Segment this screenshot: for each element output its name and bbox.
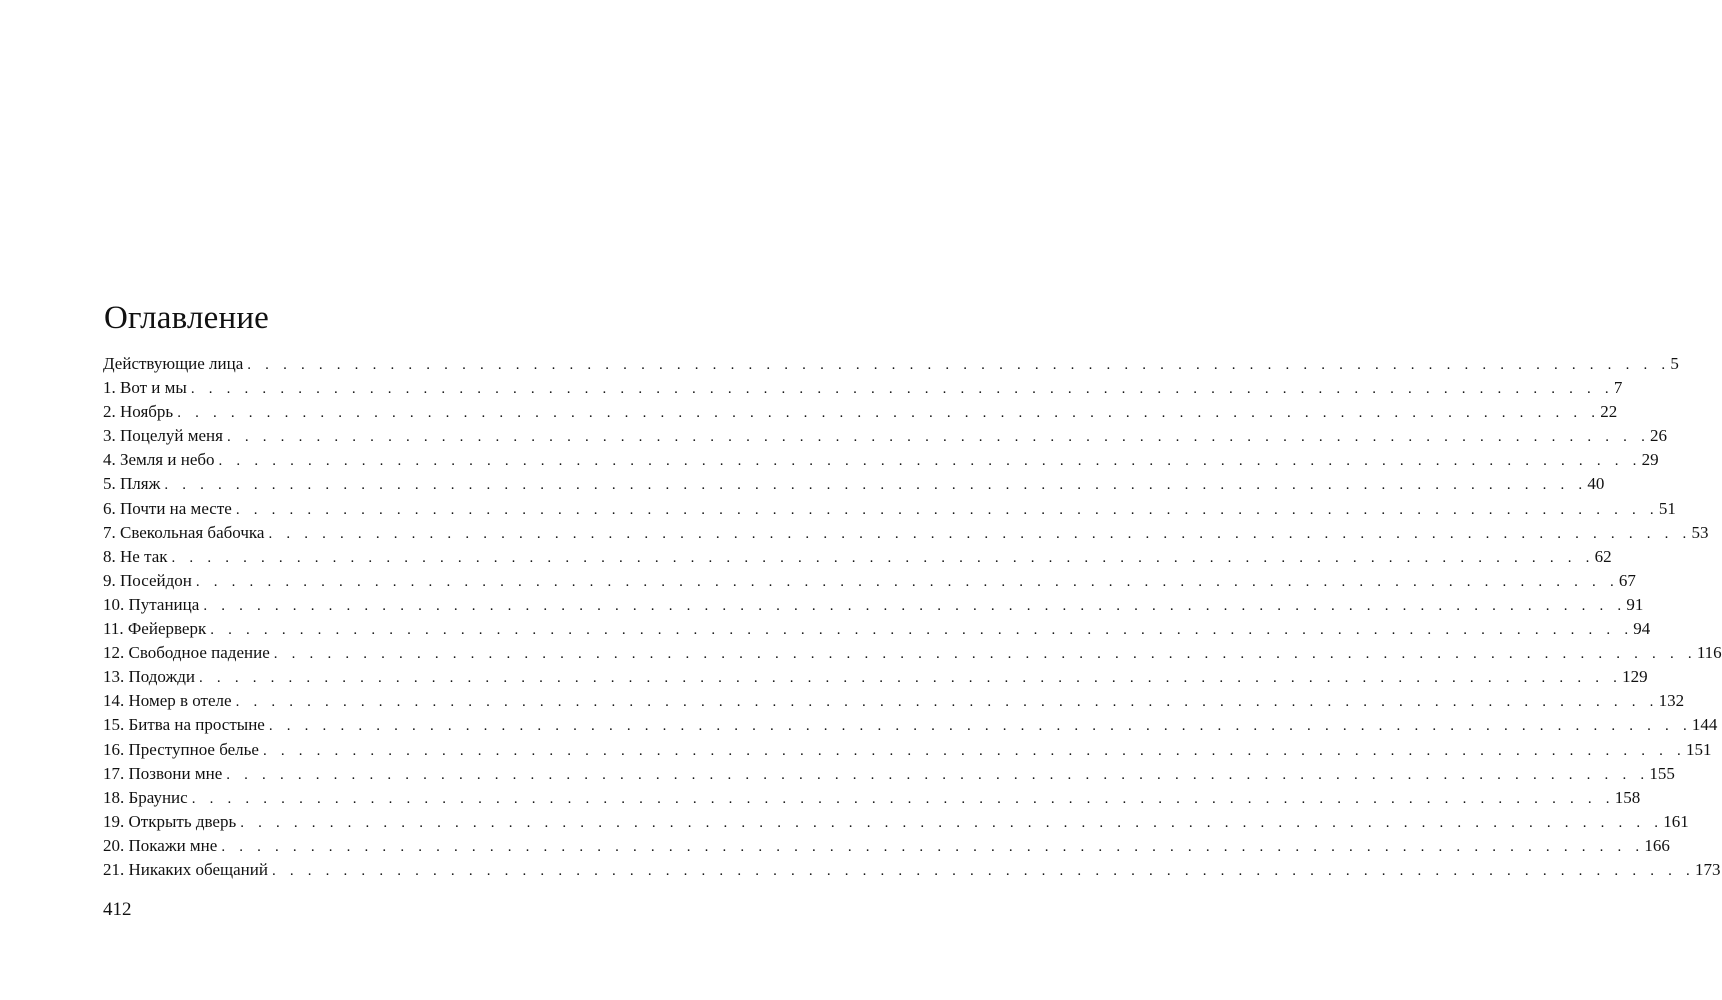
toc-entry-page: 132 <box>1658 691 1685 711</box>
toc-entry <box>103 425 1668 449</box>
toc-entry-label: 4. Земля и небо <box>103 450 215 470</box>
toc-entry-label: 9. Посейдон <box>103 570 192 590</box>
toc-entry <box>103 642 1722 666</box>
toc-entry <box>103 449 1659 473</box>
toc-dot-leader: . . . . . . . . . . . . . . . . . . . . . . . . . . . . . . . . . . . . . . . . . . . . . . . . . . . . . . . . . . . . . . . . . . . . . . . . . . . . . . . . <box>177 405 1601 422</box>
toc-entry <box>103 498 1676 522</box>
toc-entry-label: 18. Браунис <box>103 787 188 807</box>
toc-entry-label: 7. Свекольная бабочка <box>103 522 265 542</box>
toc-entry-label: 13. Подожди <box>103 667 196 687</box>
toc-entry <box>103 714 1718 738</box>
toc-entry-page: 151 <box>1686 739 1712 759</box>
toc-dot-leader: . . . . . . . . . . . . . . . . . . . . . . . . . . . . . . . . . . . . . . . . . . . . . . . . . . . . . . . . . . . . . . . . . . . . . . . . . . . . . . . . <box>203 597 1627 614</box>
toc-list <box>103 353 1722 883</box>
toc-entry-page: 155 <box>1649 763 1675 783</box>
toc-dot-leader: . . . . . . . . . . . . . . . . . . . . . . . . . . . . . . . . . . . . . . . . . . . . . . . . . . . . . . . . . . . . . . . . . . . . . . . . . . . . . . . . <box>235 501 1659 518</box>
toc-entry-page: 51 <box>1658 498 1676 518</box>
toc-entry-page: 129 <box>1622 667 1648 687</box>
toc-entry-page: 94 <box>1633 619 1651 639</box>
toc-entry-page: 116 <box>1696 643 1722 663</box>
toc-entry <box>103 859 1721 883</box>
toc-entry <box>103 739 1712 763</box>
toc-entry <box>103 835 1670 859</box>
page-number: 412 <box>103 899 132 920</box>
toc-entry-page: 62 <box>1594 546 1612 566</box>
toc-entry <box>103 377 1623 401</box>
toc-entry-label: 17. Позвони мне <box>103 763 223 783</box>
toc-entry-page: 7 <box>1613 378 1623 398</box>
toc-entry-page: 53 <box>1691 522 1709 542</box>
toc-dot-leader: . . . . . . . . . . . . . . . . . . . . . . . . . . . . . . . . . . . . . . . . . . . . . . . . . . . . . . . . . . . . . . . . . . . . . . . . . . . . . . . . <box>235 694 1659 711</box>
toc-dot-leader: . . . . . . . . . . . . . . . . . . . . . . . . . . . . . . . . . . . . . . . . . . . . . . . . . . . . . . . . . . . . . . . . . . . . . . . . . . . . . . . . <box>210 622 1634 639</box>
toc-dot-leader: . . . . . . . . . . . . . . . . . . . . . . . . . . . . . . . . . . . . . . . . . . . . . . . . . . . . . . . . . . . . . . . . . . . . . . . . . . . . . . . . <box>226 766 1650 783</box>
toc-entry-page: 40 <box>1587 474 1605 494</box>
toc-dot-leader: . . . . . . . . . . . . . . . . . . . . . . . . . . . . . . . . . . . . . . . . . . . . . . . . . . . . . . . . . . . . . . . . . . . . . . . . . . . . . . . . <box>268 525 1692 542</box>
toc-dot-leader: . . . . . . . . . . . . . . . . . . . . . . . . . . . . . . . . . . . . . . . . . . . . . . . . . . . . . . . . . . . . . . . . . . . . . . . . . . . . . . . . <box>190 381 1614 398</box>
toc-entry <box>103 763 1675 787</box>
toc-entry-page: 158 <box>1614 787 1641 807</box>
toc-entry <box>103 570 1636 594</box>
toc-entry-label: Действующие лица <box>103 354 244 373</box>
toc-entry-page: 173 <box>1695 859 1721 879</box>
toc-entry-page: 91 <box>1626 594 1644 614</box>
toc-entry <box>103 594 1644 618</box>
toc-dot-leader: . . . . . . . . . . . . . . . . . . . . . . . . . . . . . . . . . . . . . . . . . . . . . . . . . . . . . . . . . . . . . . . . . . . . . . . . . . . . . . . . <box>226 429 1651 446</box>
toc-dot-leader: . . . . . . . . . . . . . . . . . . . . . . . . . . . . . . . . . . . . . . . . . . . . . . . . . . . . . . . . . . . . . . . . . . . . . . . . . . . . . . . . <box>271 862 1695 879</box>
toc-entry-label: 12. Свободное падение <box>103 643 270 663</box>
toc-dot-leader: . . . . . . . . . . . . . . . . . . . . . . . . . . . . . . . . . . . . . . . . . . . . . . . . . . . . . . . . . . . . . . . . . . . . . . . . . . . . . . . . <box>164 477 1588 494</box>
toc-entry-label: 10. Путаница <box>103 594 200 614</box>
toc-entry-page: 22 <box>1600 402 1618 422</box>
toc-title: Оглавление <box>104 300 270 336</box>
toc-entry-label: 21. Никаких обещаний <box>103 859 268 879</box>
toc-dot-leader: . . . . . . . . . . . . . . . . . . . . . . . . . . . . . . . . . . . . . . . . . . . . . . . . . . . . . . . . . . . . . . . . . . . . . . . . . . . . . . . . <box>218 453 1642 470</box>
toc-entry <box>103 811 1689 835</box>
toc-dot-leader: . . . . . . . . . . . . . . . . . . . . . . . . . . . . . . . . . . . . . . . . . . . . . . . . . . . . . . . . . . . . . . . . . . . . . . . . . . . . . . . . <box>247 357 1671 373</box>
toc-dot-leader: . . . . . . . . . . . . . . . . . . . . . . . . . . . . . . . . . . . . . . . . . . . . . . . . . . . . . . . . . . . . . . . . . . . . . . . . . . . . . . . . <box>268 718 1692 735</box>
toc-entry <box>103 690 1685 714</box>
toc-entry-page: 26 <box>1650 426 1668 446</box>
toc-entry-page: 67 <box>1618 570 1636 590</box>
toc-dot-leader: . . . . . . . . . . . . . . . . . . . . . . . . . . . . . . . . . . . . . . . . . . . . . . . . . . . . . . . . . . . . . . . . . . . . . . . . . . . . . . . . <box>221 838 1645 855</box>
toc-entry-label: 15. Битва на простыне <box>103 715 265 735</box>
toc-entry-label: 6. Почти на месте <box>103 498 232 518</box>
toc-entry-label: 3. Поцелуй меня <box>103 426 223 446</box>
toc-dot-leader: . . . . . . . . . . . . . . . . . . . . . . . . . . . . . . . . . . . . . . . . . . . . . . . . . . . . . . . . . . . . . . . . . . . . . . . . . . . . . . . . <box>191 790 1615 807</box>
toc-entry-page: 5 <box>1670 354 1679 373</box>
toc-entry <box>103 787 1641 811</box>
toc-dot-leader: . . . . . . . . . . . . . . . . . . . . . . . . . . . . . . . . . . . . . . . . . . . . . . . . . . . . . . . . . . . . . . . . . . . . . . . . . . . . . . . . <box>240 814 1664 831</box>
toc-entry <box>103 666 1648 690</box>
toc-dot-leader: . . . . . . . . . . . . . . . . . . . . . . . . . . . . . . . . . . . . . . . . . . . . . . . . . . . . . . . . . . . . . . . . . . . . . . . . . . . . . . . . <box>171 549 1595 566</box>
toc-entry-label: 19. Открыть дверь <box>103 811 237 831</box>
toc-entry-label: 16. Преступное белье <box>103 739 259 759</box>
toc-entry-page: 29 <box>1641 450 1659 470</box>
toc-dot-leader: . . . . . . . . . . . . . . . . . . . . . . . . . . . . . . . . . . . . . . . . . . . . . . . . . . . . . . . . . . . . . . . . . . . . . . . . . . . . . . . . <box>195 573 1619 590</box>
toc-entry-label: 2. Ноябрь <box>103 402 174 422</box>
toc-dot-leader: . . . . . . . . . . . . . . . . . . . . . . . . . . . . . . . . . . . . . . . . . . . . . . . . . . . . . . . . . . . . . . . . . . . . . . . . . . . . . . . . <box>262 742 1687 759</box>
toc-dot-leader: . . . . . . . . . . . . . . . . . . . . . . . . . . . . . . . . . . . . . . . . . . . . . . . . . . . . . . . . . . . . . . . . . . . . . . . . . . . . . . . . <box>199 670 1623 687</box>
toc-entry-label: 11. Фейерверк <box>103 619 207 639</box>
toc-entry <box>103 546 1612 570</box>
toc-entry <box>103 618 1651 642</box>
toc-entry-page: 144 <box>1691 715 1718 735</box>
toc-dot-leader: . . . . . . . . . . . . . . . . . . . . . . . . . . . . . . . . . . . . . . . . . . . . . . . . . . . . . . . . . . . . . . . . . . . . . . . . . . . . . . . . <box>273 646 1697 663</box>
toc-entry-label: 5. Пляж <box>103 474 161 494</box>
toc-entry <box>103 473 1605 497</box>
toc-entry-label: 1. Вот и мы <box>103 378 187 398</box>
toc-entry-page: 166 <box>1644 835 1670 855</box>
toc-entry-label: 8. Не так <box>103 546 168 566</box>
toc-entry-label: 20. Покажи мне <box>103 835 218 855</box>
toc-entry-label: 14. Номер в отеле <box>103 691 232 711</box>
toc-entry <box>103 353 1679 377</box>
toc-entry <box>103 522 1709 546</box>
toc-entry-page: 161 <box>1663 811 1689 831</box>
toc-entry <box>103 401 1618 425</box>
